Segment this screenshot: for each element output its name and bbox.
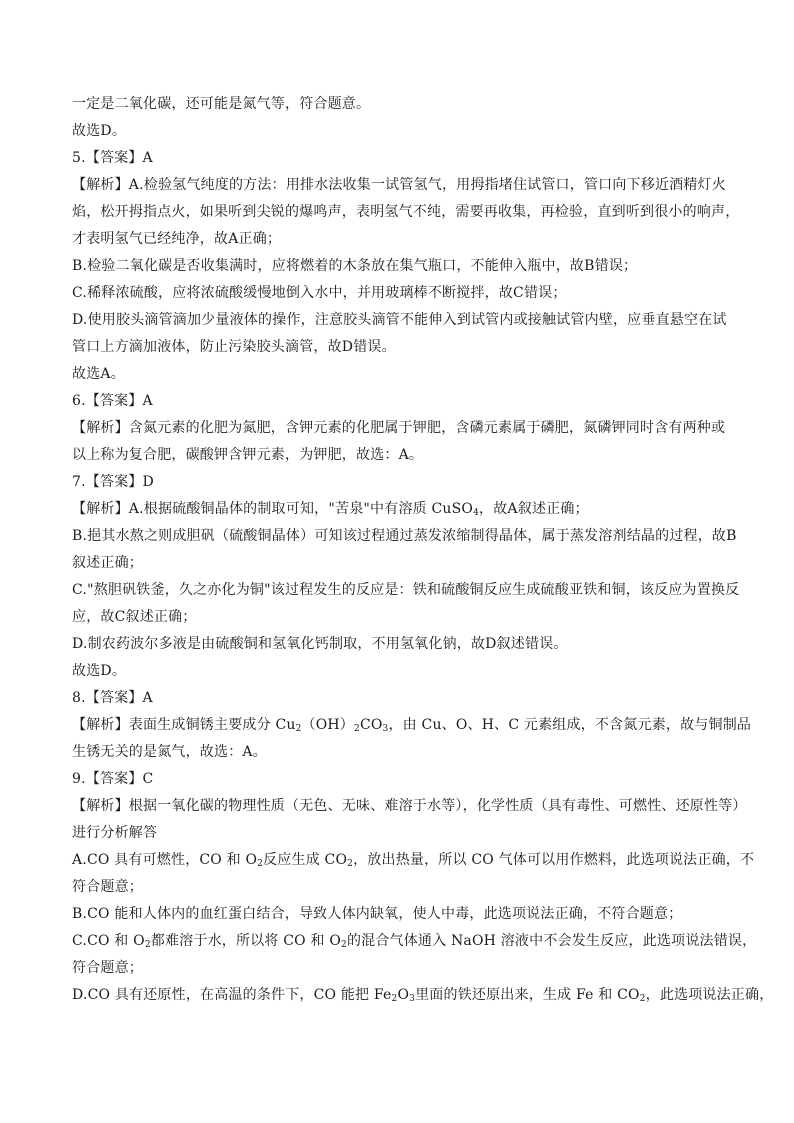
text-line: 9.【答案】C bbox=[72, 771, 154, 787]
text-line: 故选D。 bbox=[72, 663, 127, 679]
subscript: 2 bbox=[144, 940, 151, 950]
text-line: 符合题意； bbox=[72, 879, 143, 895]
text-segment: 的混合气体通入 NaOH 溶液中不会发生反应，此选项说法错误， bbox=[346, 933, 757, 949]
document-body bbox=[72, 91, 774, 1009]
text-line bbox=[72, 982, 774, 1009]
text-line: B.挹其水熬之则成胆矾（硫酸铜晶体）可知该过程通过蒸发浓缩制得晶体，属于蒸发溶剂结晶的过程，故B bbox=[72, 528, 737, 544]
text-line: B.CO 能和人体内的血红蛋白结合，导致人体内缺氧，使人中毒，此选项说法正确，不符合题意； bbox=[72, 906, 683, 922]
text-segment: C.CO 和 O bbox=[72, 933, 145, 949]
text-line: 【解析】根据一氧化碳的物理性质（无色、无味、难溶于水等），化学性质（具有毒性、可燃性、还原性等） bbox=[72, 798, 747, 814]
subscript: 3 bbox=[382, 724, 389, 734]
text-line: 管口上方滴加液体，防止污染胶头滴管，故D错误。 bbox=[72, 339, 396, 355]
subscript: 2 bbox=[639, 994, 646, 1004]
text-line: 符合题意； bbox=[72, 960, 143, 976]
text-line: 【解析】A.检验氢气纯度的方法：用排水法收集一试管氢气，用拇指堵住试管口，管口向下移近酒精灯火 bbox=[72, 177, 726, 193]
text-line: D.使用胶头滴管滴加少量液体的操作，注意胶头滴管不能伸入到试管内或接触试管内壁，应垂直悬空在试 bbox=[72, 312, 727, 328]
subscript: 2 bbox=[347, 859, 354, 869]
text-segment: 都难溶于水，所以将 CO 和 O bbox=[150, 933, 341, 949]
text-segment: ，故A叙述正确； bbox=[479, 501, 589, 517]
text-segment: CO bbox=[359, 717, 383, 733]
text-line: 才表明氢气已经纯净，故A正确； bbox=[72, 231, 282, 247]
text-line: 6.【答案】A bbox=[72, 393, 153, 409]
subscript: 2 bbox=[295, 724, 302, 734]
text-segment: O bbox=[397, 987, 410, 1003]
text-segment: A.CO 具有可燃性，CO 和 O bbox=[72, 852, 258, 868]
text-segment: ，此选项说法正确， bbox=[645, 987, 774, 1003]
text-line: 一定是二氧化碳，还可能是氮气等，符合题意。 bbox=[72, 96, 371, 112]
text-segment: 里面的铁还原出来，生成 Fe 和 CO bbox=[415, 987, 640, 1003]
text-line: 故选A。 bbox=[72, 366, 125, 382]
text-segment: 【解析】A.根据硫酸铜晶体的制取可知，"苦泉"中有溶质 CuSO bbox=[72, 501, 474, 517]
subscript: 2 bbox=[354, 724, 360, 734]
text-line: 应，故C叙述正确； bbox=[72, 609, 197, 625]
text-line: 故选D。 bbox=[72, 123, 127, 139]
subscript: 2 bbox=[257, 859, 264, 869]
text-line bbox=[72, 928, 757, 955]
text-line: 【解析】含氮元素的化肥为氮肥，含钾元素的化肥属于钾肥，含磷元素属于磷肥，氮磷钾同时含有两种或 bbox=[72, 420, 726, 436]
text-segment: 反应生成 CO bbox=[263, 852, 348, 868]
text-line: C.稀释浓硫酸，应将浓硫酸缓慢地倒入水中，并用玻璃棒不断搅拌，故C错误； bbox=[72, 285, 567, 301]
subscript: 2 bbox=[341, 940, 347, 950]
text-line bbox=[72, 847, 755, 874]
text-line: 以上称为复合肥，碳酸钾含钾元素，为钾肥，故选：A。 bbox=[72, 447, 424, 463]
text-line: 5.【答案】A bbox=[72, 150, 153, 166]
text-line: 进行分析解答 bbox=[72, 825, 158, 841]
text-line: B.检验二氧化碳是否收集满时，应将燃着的木条放在集气瓶口，不能伸入瓶中，故B错误； bbox=[72, 258, 638, 274]
text-segment: ，由 Cu、O、H、C 元素组成，不含氮元素，故与铜制品 bbox=[388, 717, 752, 733]
subscript: 3 bbox=[409, 994, 416, 1004]
text-line: 8.【答案】A bbox=[72, 690, 153, 706]
subscript: 2 bbox=[391, 994, 398, 1004]
text-line: C."熬胆矾铁釜，久之亦化为铜"该过程发生的反应是：铁和硫酸铜反应生成硫酸亚铁和铜，该反应为置换反 bbox=[72, 582, 740, 598]
text-line bbox=[72, 496, 728, 523]
text-line: 焰，松开拇指点火，如果听到尖锐的爆鸣声，表明氢气不纯，需要再收集，再检验，直到听到很小的响声， bbox=[72, 204, 740, 220]
text-segment: （OH） bbox=[301, 717, 355, 733]
text-segment: 【解析】表面生成铜锈主要成分 Cu bbox=[72, 717, 296, 733]
text-segment: D.CO 具有还原性，在高温的条件下，CO 能把 Fe bbox=[72, 987, 392, 1003]
subscript: 4 bbox=[473, 508, 480, 518]
text-line bbox=[72, 712, 752, 739]
text-line: 7.【答案】D bbox=[72, 474, 154, 490]
text-line: D.制农药波尔多液是由硫酸铜和氢氧化钙制取，不用氢氧化钠，故D叙述错误。 bbox=[72, 636, 568, 652]
text-segment: ，放出热量，所以 CO 气体可以用作燃料，此选项说法正确，不 bbox=[353, 852, 755, 868]
text-line: 叙述正确； bbox=[72, 555, 143, 571]
text-line: 生锈无关的是氮气，故选：A。 bbox=[72, 744, 267, 760]
